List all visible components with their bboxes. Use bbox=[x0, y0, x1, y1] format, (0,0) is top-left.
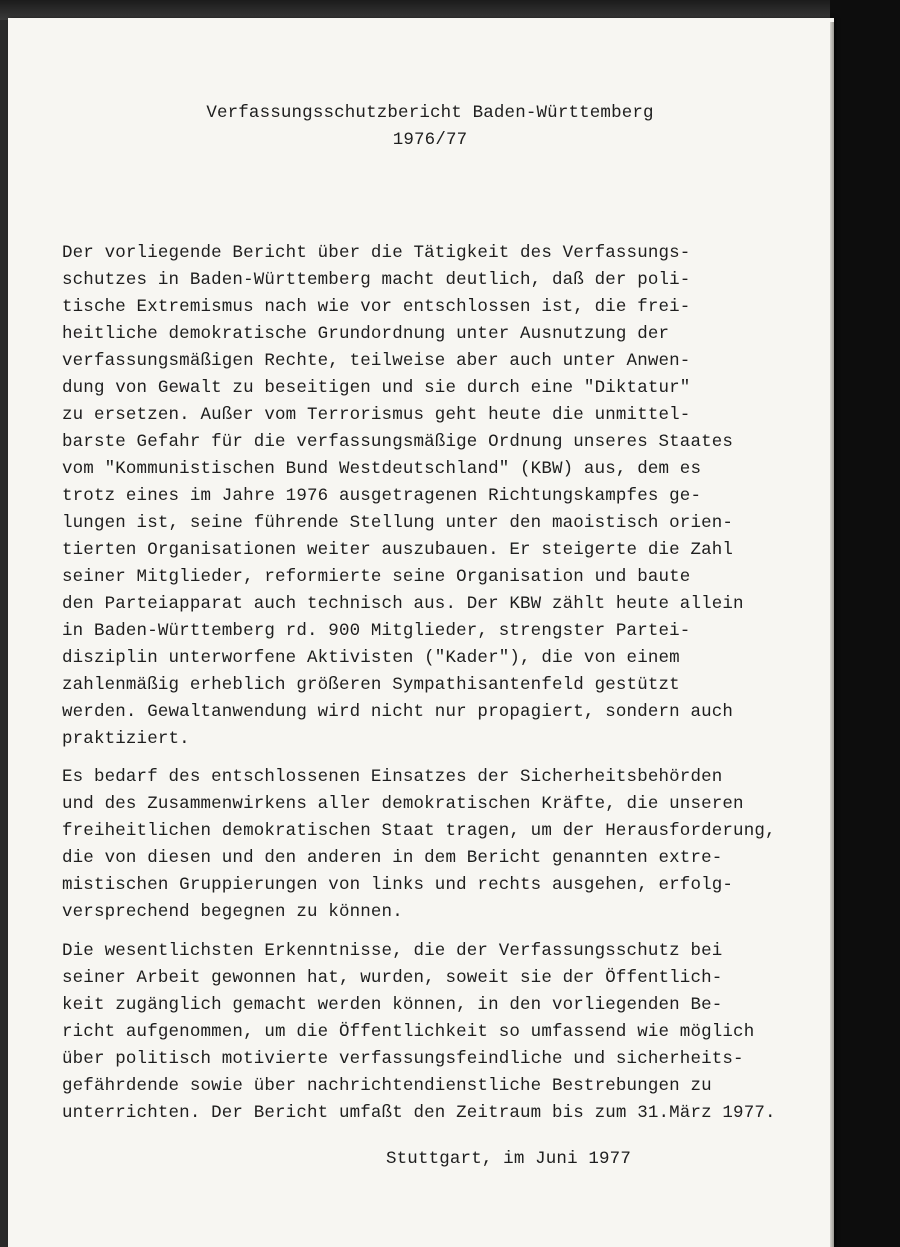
text-line: Es bedarf des entschlossenen Einsatzes der Sicherheitsbehörden bbox=[62, 767, 723, 787]
text-line: barste Gefahr für die verfassungsmäßige Ordnung unseres Staates bbox=[62, 432, 734, 452]
text-line: Der vorliegende Bericht über die Tätigkeit des Verfassungs- bbox=[62, 243, 691, 263]
text-line: seiner Arbeit gewonnen hat, wurden, soweit sie der Öffentlich- bbox=[62, 968, 723, 988]
paragraph-2 bbox=[62, 764, 822, 926]
text-line: unterrichten. Der Bericht umfaßt den Zeitraum bis zum 31.März 1977. bbox=[62, 1103, 776, 1123]
paragraph-1 bbox=[62, 240, 822, 753]
text-line: und des Zusammenwirkens aller demokratischen Kräfte, die unseren bbox=[62, 794, 744, 814]
text-line: mistischen Gruppierungen von links und rechts ausgehen, erfolg- bbox=[62, 875, 734, 895]
text-line: seiner Mitglieder, reformierte seine Organisation und baute bbox=[62, 567, 691, 587]
text-line: praktiziert. bbox=[62, 729, 190, 749]
text-line: schutzes in Baden-Württemberg macht deutlich, daß der poli- bbox=[62, 270, 691, 290]
text-line: heitliche demokratische Grundordnung unter Ausnutzung der bbox=[62, 324, 670, 344]
scan-top-border bbox=[0, 0, 900, 20]
text-line: den Parteiapparat auch technisch aus. Der KBW zählt heute allein bbox=[62, 594, 744, 614]
text-line: Die wesentlichsten Erkenntnisse, die der Verfassungsschutz bei bbox=[62, 941, 723, 961]
text-line: disziplin unterworfene Aktivisten ("Kader"), die von einem bbox=[62, 648, 680, 668]
text-line: freiheitlichen demokratischen Staat tragen, um der Herausforderung, bbox=[62, 821, 776, 841]
text-line: lungen ist, seine führende Stellung unter den maoistisch orien- bbox=[62, 513, 734, 533]
text-line: über politisch motivierte verfassungsfeindliche und sicherheits- bbox=[62, 1049, 744, 1069]
text-line: trotz eines im Jahre 1976 ausgetragenen Richtungskampfes ge- bbox=[62, 486, 702, 506]
text-line: zu ersetzen. Außer vom Terrorismus geht heute die unmittel- bbox=[62, 405, 691, 425]
text-line: keit zugänglich gemacht werden können, in den vorliegenden Be- bbox=[62, 995, 723, 1015]
document-title: Verfassungsschutzbericht Baden-Württemberg bbox=[206, 103, 654, 123]
text-line: in Baden-Württemberg rd. 900 Mitglieder, strengster Partei- bbox=[62, 621, 691, 641]
scan-right-border bbox=[830, 0, 900, 1247]
text-line: tische Extremismus nach wie vor entschlossen ist, die frei- bbox=[62, 297, 691, 317]
document-header bbox=[170, 100, 690, 154]
paragraph-3 bbox=[62, 938, 822, 1127]
text-line: verfassungsmäßigen Rechte, teilweise aber auch unter Anwen- bbox=[62, 351, 691, 371]
document-subtitle: 1976/77 bbox=[392, 130, 468, 150]
text-line: die von diesen und den anderen in dem Bericht genannten extre- bbox=[62, 848, 723, 868]
text-line: werden. Gewaltanwendung wird nicht nur propagiert, sondern auch bbox=[62, 702, 734, 722]
page-edge bbox=[830, 22, 834, 1247]
place-date-signature: Stuttgart, im Juni 1977 bbox=[386, 1149, 631, 1169]
text-line: zahlenmäßig erheblich größeren Sympathisantenfeld gestützt bbox=[62, 675, 680, 695]
text-line: dung von Gewalt zu beseitigen und sie durch eine "Diktatur" bbox=[62, 378, 691, 398]
text-line: gefährdende sowie über nachrichtendienstliche Bestrebungen zu bbox=[62, 1076, 712, 1096]
text-line: vom "Kommunistischen Bund Westdeutschland" (KBW) aus, dem es bbox=[62, 459, 702, 479]
text-line: tierten Organisationen weiter auszubauen. Er steigerte die Zahl bbox=[62, 540, 734, 560]
text-line: richt aufgenommen, um die Öffentlichkeit so umfassend wie möglich bbox=[62, 1022, 755, 1042]
text-line: versprechend begegnen zu können. bbox=[62, 902, 403, 922]
